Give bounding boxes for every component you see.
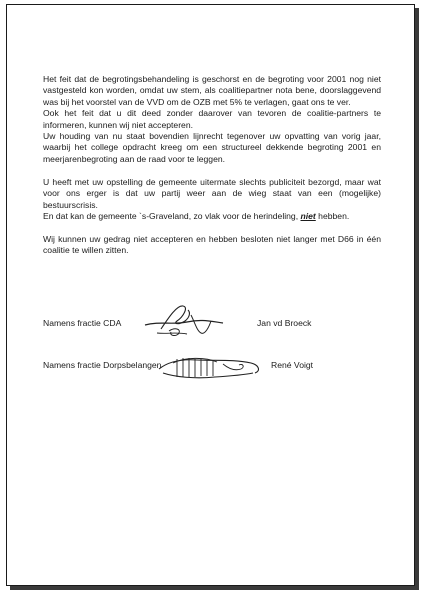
paragraph-ozb: Het feit dat de begrotingsbehandeling is geschorst en de begroting voor 2001 nog niet vastgesteld kon worden, omdat uw stem, als coalitiepartner nota bene, doorslaggevend was bij het voorstel van de VVD om de OZB met 5% te verlagen, gaat ons te ver. — [43, 74, 381, 107]
signature-row-dorpsbelangen — [43, 345, 383, 385]
paragraph-publiciteit: U heeft met uw opstelling de gemeente uitermate slechts publiciteit bezorgd, maar wat voor ons erger is dat uw partij weer aan de wieg staat van een (mogelijke) bestuurscrisis. — [43, 176, 381, 210]
paragraph-besluit: Wij kunnen uw gedrag niet accepteren en hebben besloten niet langer met D66 in één coalitie te willen zitten. — [43, 233, 381, 256]
herindeling-text-after: hebben. — [315, 210, 350, 221]
signature-label-dorpsbelangen: Namens fractie Dorpsbelangen — [43, 360, 162, 370]
emphasis-niet: niet — [300, 210, 316, 221]
paragraph-informeren: Ook het feit dat u dit deed zonder daarover van tevoren de coalitie-partners te informeren, kunnen wij niet accepteren. — [43, 108, 381, 130]
paragraph-houding: Uw houding van nu staat bovendien lijnrecht tegenover uw opvatting van vorig jaar, waarbij het college opdracht kreeg om een structureel dekkende begroting 2001 en meerjarenbegroting aan de raad voor te leggen. — [43, 131, 381, 164]
letter-page — [6, 4, 415, 586]
signatory-name-cda: Jan vd Broeck — [257, 318, 312, 328]
paragraph-herindeling — [43, 211, 381, 222]
signature-cda-icon — [139, 303, 229, 343]
letter-body — [43, 74, 381, 257]
signature-label-cda: Namens fractie CDA — [43, 318, 122, 328]
signature-dorpsbelangen-icon — [155, 349, 265, 385]
signatory-name-dorpsbelangen: René Voigt — [271, 360, 314, 370]
herindeling-text-before: En dat kan de gemeente `s-Graveland, zo vlak voor de herindeling, — [43, 210, 301, 221]
signature-row-cda — [43, 303, 383, 343]
